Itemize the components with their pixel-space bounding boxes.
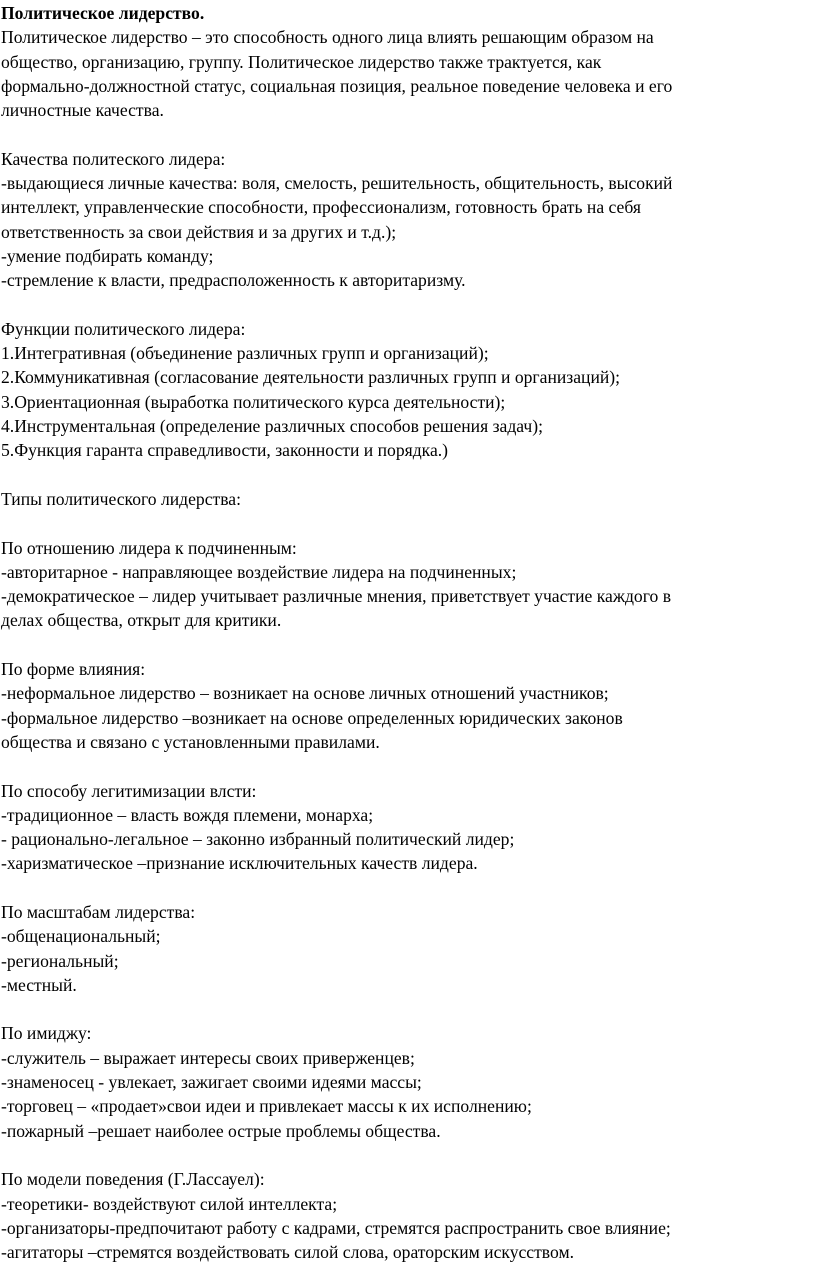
form-line: -неформальное лидерство – возникает на основе личных отношений участников; [1,683,609,704]
qualities-line: -выдающиеся личные качества: воля, смелость, решительность, общительность, высокий [1,173,673,194]
functions-line: 2.Коммуникативная (согласование деятельности различных групп и организаций); [1,367,621,388]
qualities-heading: Качества политеского лидера: [1,148,226,169]
paragraph-gap [1,876,816,900]
legitimation-heading: По способу легитимизации влсти: [1,780,257,801]
image-line: -знаменосец - увлекает, зажигает своими идеями массы; [1,1072,422,1093]
subordinates-line: -авторитарное - направляющее воздействие лидера на подчиненных; [1,561,517,582]
subordinates-heading: По отношению лидера к подчиненным: [1,537,297,558]
behavior-line: -организаторы-предпочитают работу с кадрами, стремятся распространить свое влияние; [1,1217,671,1238]
form-line: общества и связано с установленными правилами. [1,731,380,752]
legitimation-line: - рационально-легальное – законно избранный политический лидер; [1,829,515,850]
scale-line: -общенациональный; [1,926,161,947]
behavior-line: -агитаторы –стремятся воздействовать силой слова, ораторским искусством. [1,1242,574,1263]
subordinates-line: -демократическое – лидер учитывает различные мнения, приветствует участие каждого в [1,586,672,607]
qualities-line: -умение подбирать команду; [1,245,214,266]
scale-heading: По масштабам лидерства: [1,901,196,922]
functions-line: 3.Ориентационная (выработка политического курса деятельности); [1,391,506,412]
behavior-line: -теоретики- воздействуют силой интеллекта; [1,1193,338,1214]
types-heading: Типы политического лидерства: [1,488,241,509]
scale-line: -региональный; [1,950,119,971]
paragraph-gap [1,997,816,1021]
qualities-line: -стремление к власти, предрасположенность к авторитаризму. [1,270,466,291]
image-line: -пожарный –решает наиболее острые проблемы общества. [1,1120,441,1141]
paragraph-gap [1,633,816,657]
qualities-line: интеллект, управленческие способности, профессионализм, готовность брать на себя [1,197,641,218]
behavior-heading: По модели поведения (Г.Лассауел): [1,1169,265,1190]
scale-line: -местный. [1,974,77,995]
paragraph-gap [1,463,816,487]
functions-line: 1.Интегративная (объединение различных групп и организаций); [1,343,489,364]
qualities-line: ответственность за свои действия и за других и т.д.); [1,221,397,242]
legitimation-line: -традиционное – власть вождя племени, монарха; [1,804,374,825]
subordinates-line: делах общества, открыт для критики. [1,610,282,631]
functions-line: 4.Инструментальная (определение различных способов решения задач); [1,416,543,437]
image-line: -служитель – выражает интересы своих приверженцев; [1,1047,415,1068]
form-heading: По форме влияния: [1,659,146,680]
form-line: -формальное лидерство –возникает на основе определенных юридических законов [1,707,623,728]
paragraph-gap [1,754,816,778]
paragraph-gap [1,511,816,535]
legitimation-line: -харизматическое –признание исключительных качеств лидера. [1,853,478,874]
functions-line: 5.Функция гаранта справедливости, законности и порядка.) [1,440,449,461]
image-line: -торговец – «продает»свои идеи и привлекает массы к их исполнению; [1,1096,532,1117]
intro-line: личностные качества. [1,100,164,121]
paragraph-gap [1,122,816,146]
intro-line: формально-должностной статус, социальная позиция, реальное поведение человека и его [1,75,673,96]
image-heading: По имиджу: [1,1023,92,1044]
intro-line: общество, организацию, группу. Политическое лидерство также трактуется, как [1,51,602,72]
document-title: Политическое лидерство. [1,3,205,23]
intro-line: Политическое лидерство – это способность одного лица влиять решающим образом на [1,27,654,48]
paragraph-gap [1,293,816,317]
functions-heading: Функции политического лидера: [1,318,246,339]
paragraph-gap [1,1143,816,1167]
